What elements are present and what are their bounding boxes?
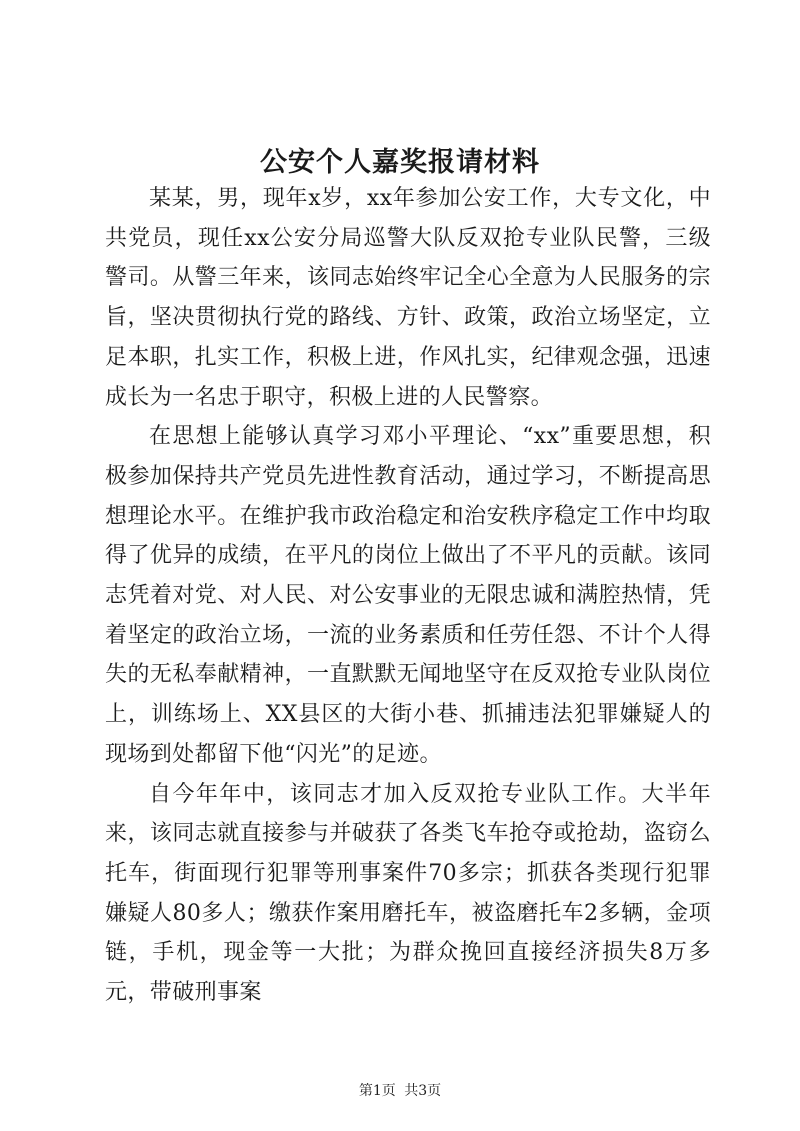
paragraph-3: 自今年年中，该同志才加入反双抢专业队工作。大半年来，该同志就直接参与并破获了各类飞车抢夺或抢劫，盗窃么托车，街面现行犯罪等刑事案件70多宗；抓获各类现行犯罪嫌疑人80多人；缴获作案用磨托车，被盗磨托车2多辆，金项链，手机，现金等一大批；为群众挽回直接经济损失8万多元，带破刑事案 <box>105 781 711 1006</box>
document-title: 公安个人嘉奖报请材料 <box>260 147 540 178</box>
document-body <box>105 179 711 1013</box>
paragraph-2: 在思想上能够认真学习邓小平理论、“xx”重要思想，积极参加保持共产党员先进性教育活动，通过学习，不断提高思想理论水平。在维护我市政治稳定和治安秩序稳定工作中均取得了优异的成绩，在平凡的岗位上做出了不平凡的贡献。该同志凭着对党、对人民、对公安事业的无限忠诚和满腔热情，凭着坚定的政治立场，一流的业务素质和任劳任怨、不计个人得失的无私奉献精神，一直默默无闻地坚守在反双抢专业队岗位上，训练场上、XX县区的大街小巷、抓捕违法犯罪嫌疑人的现场到处都留下他“闪光”的足迹。 <box>105 424 711 767</box>
page-footer <box>0 1080 800 1100</box>
page-total: 共3页 <box>404 1083 442 1099</box>
paragraph-1: 某某，男，现年x岁，xx年参加公安工作，大专文化，中共党员，现任xx公安分局巡警大队反双抢专业队民警，三级警司。从警三年来，该同志始终牢记全心全意为人民服务的宗旨，坚决贯彻执行党的路线、方针、政策，政治立场坚定，立足本职，扎实工作，积极上进，作风扎实，纪律观念强，迅速成长为一名忠于职守，积极上进的人民警察。 <box>105 186 711 410</box>
page-number: 第1页 <box>358 1083 396 1099</box>
